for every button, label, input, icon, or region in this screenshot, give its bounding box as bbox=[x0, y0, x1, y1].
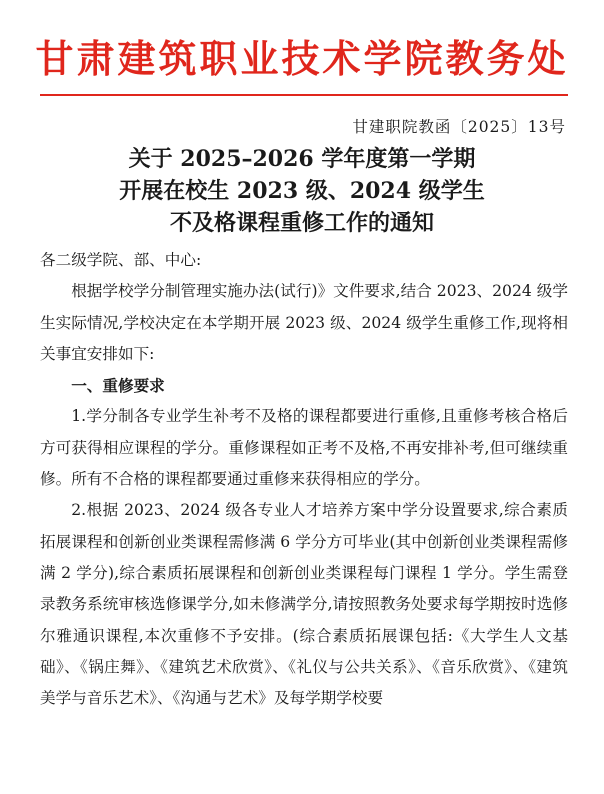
title-line-1: 关于 2025–2026 学年度第一学期 bbox=[128, 146, 476, 172]
paragraph-2: 2.根据 2023、2024 级各专业人才培养方案中学分设置要求,综合素质拓展课程和创新创业类课程需修满 6 学分方可毕业(其中创新创业类课程需修满 2 学分),综合素质拓展课程和创新创业类课程每门课程 1 学分。学生需登录教务系统审核选修课学分,如未修满学分,请按照教务处要求每学期按时选修尔雅通识课程,本次重修不予安排。(综合素质拓展课包括:《大学生人文基础》、《锅庄舞》、《建筑艺术欣赏》、《礼仪与公共关系》、《音乐欣赏》、《建筑美学与音乐艺术》、《沟通与艺术》及每学期学校要 bbox=[40, 501, 568, 708]
paragraph-1: 1.学分制各专业学生补考不及格的课程都要进行重修,且重修考核合格后方可获得相应课程的学分。重修课程如正考不及格,不再安排补考,但可继续重修。所有不合格的课程都要通过重修来获得相应的学分。 bbox=[40, 407, 568, 489]
section-heading: 一、重修要求 bbox=[71, 376, 165, 396]
notice-title bbox=[0, 143, 604, 239]
red-divider-line bbox=[40, 94, 568, 96]
issuer-header: 甘肃建筑职业技术学院教务处 bbox=[35, 36, 569, 81]
salutation: 各二级学院、部、中心: bbox=[40, 251, 202, 269]
notice-body bbox=[40, 245, 568, 714]
title-line-2: 开展在校生 2023 级、2024 级学生 bbox=[119, 178, 485, 204]
title-line-3: 不及格课程重修工作的通知 bbox=[169, 210, 434, 236]
document-number: 甘建职院教函〔2025〕13号 bbox=[352, 118, 566, 136]
intro-paragraph: 根据学校学分制管理实施办法(试行)》文件要求,结合 2023、2024 级学生实际情况,学校决定在本学期开展 2023 级、2024 级学生重修工作,现将相关事宜安排如下: bbox=[40, 282, 568, 363]
